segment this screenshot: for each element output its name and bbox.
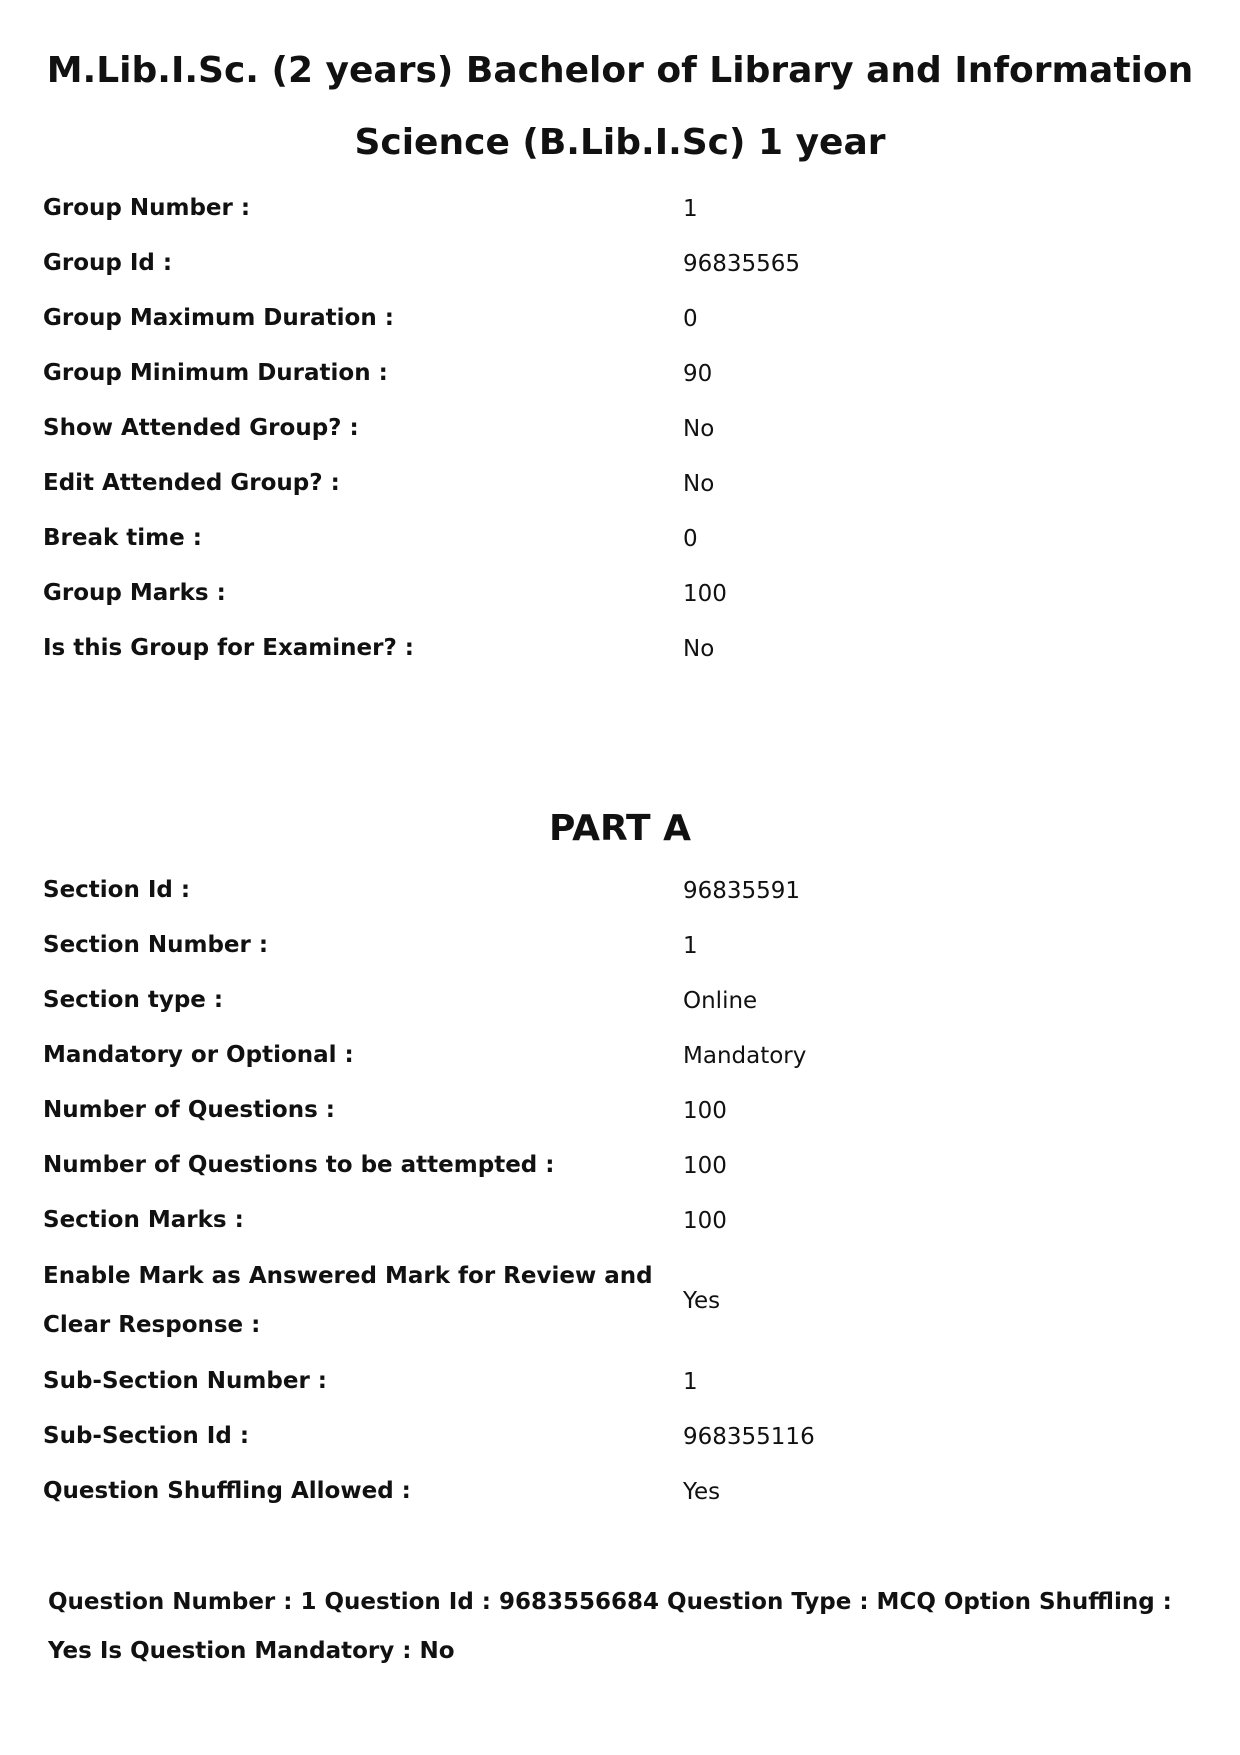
sub-section-number-value: 1 xyxy=(683,1368,698,1395)
group-marks-value: 100 xyxy=(683,580,727,607)
sub-section-id-value: 968355116 xyxy=(683,1423,815,1450)
section-info-row xyxy=(43,863,1163,918)
section-info-row xyxy=(43,1248,1163,1354)
section-info-row xyxy=(43,1193,1163,1248)
section-marks-label: Section Marks : xyxy=(43,1207,244,1233)
section-marks-value: 100 xyxy=(683,1207,727,1234)
group-info-row xyxy=(43,236,1163,291)
section-info-row xyxy=(43,1028,1163,1083)
part-heading: PART A xyxy=(549,808,691,849)
questions-to-attempt-label: Number of Questions to be attempted : xyxy=(43,1152,555,1178)
sub-section-id-label: Sub-Section Id : xyxy=(43,1423,250,1449)
edit-attended-group-label: Edit Attended Group? : xyxy=(43,470,340,496)
section-info-table xyxy=(43,863,1163,1519)
section-type-label: Section type : xyxy=(43,987,224,1013)
questions-to-attempt-value: 100 xyxy=(683,1152,727,1179)
question-shuffling-label: Question Shuffling Allowed : xyxy=(43,1478,411,1504)
break-time-label: Break time : xyxy=(43,525,202,551)
document-title: M.Lib.I.Sc. (2 years) Bachelor of Library and Information Science (B.Lib.I.Sc) 1 year xyxy=(46,50,1194,163)
group-info-row xyxy=(43,181,1163,236)
section-id-value: 96835591 xyxy=(683,877,801,904)
group-min-duration-label: Group Minimum Duration : xyxy=(43,360,388,386)
section-info-row xyxy=(43,1409,1163,1464)
number-of-questions-label: Number of Questions : xyxy=(43,1097,335,1123)
group-id-value: 96835565 xyxy=(683,250,801,277)
group-for-examiner-value: No xyxy=(683,635,715,662)
group-info-row xyxy=(43,621,1163,676)
section-info-row xyxy=(43,973,1163,1028)
enable-mark-answered-label: Enable Mark as Answered Mark for Review and Clear Response : xyxy=(43,1263,653,1338)
group-info-row xyxy=(43,511,1163,566)
group-max-duration-value: 0 xyxy=(683,305,698,332)
question-header: Question Number : 1 Question Id : 9683556684 Question Type : MCQ Option Shuffling : Yes Is Question Mandatory : No xyxy=(48,1589,1172,1664)
group-info-row xyxy=(43,456,1163,511)
group-info-row xyxy=(43,401,1163,456)
sub-section-number-label: Sub-Section Number : xyxy=(43,1368,328,1394)
group-number-value: 1 xyxy=(683,195,698,222)
section-info-row xyxy=(43,1354,1163,1409)
edit-attended-group-value: No xyxy=(683,470,715,497)
question-shuffling-value: Yes xyxy=(683,1478,721,1505)
group-info-row xyxy=(43,346,1163,401)
group-max-duration-label: Group Maximum Duration : xyxy=(43,305,394,331)
break-time-value: 0 xyxy=(683,525,698,552)
section-id-label: Section Id : xyxy=(43,877,191,903)
group-marks-label: Group Marks : xyxy=(43,580,226,606)
section-info-row xyxy=(43,1464,1163,1519)
section-number-label: Section Number : xyxy=(43,932,269,958)
section-info-row xyxy=(43,1083,1163,1138)
group-min-duration-value: 90 xyxy=(683,360,713,387)
group-info-table xyxy=(43,181,1163,676)
section-info-row xyxy=(43,1138,1163,1193)
enable-mark-answered-value: Yes xyxy=(683,1288,721,1314)
group-number-label: Group Number : xyxy=(43,195,251,221)
group-id-label: Group Id : xyxy=(43,250,173,276)
section-type-value: Online xyxy=(683,987,758,1014)
show-attended-group-value: No xyxy=(683,415,715,442)
number-of-questions-value: 100 xyxy=(683,1097,727,1124)
mandatory-optional-label: Mandatory or Optional : xyxy=(43,1042,354,1068)
group-info-row xyxy=(43,291,1163,346)
mandatory-optional-value: Mandatory xyxy=(683,1042,807,1069)
show-attended-group-label: Show Attended Group? : xyxy=(43,415,359,441)
group-for-examiner-label: Is this Group for Examiner? : xyxy=(43,635,415,661)
section-info-row xyxy=(43,918,1163,973)
section-number-value: 1 xyxy=(683,932,698,959)
group-info-row xyxy=(43,566,1163,621)
